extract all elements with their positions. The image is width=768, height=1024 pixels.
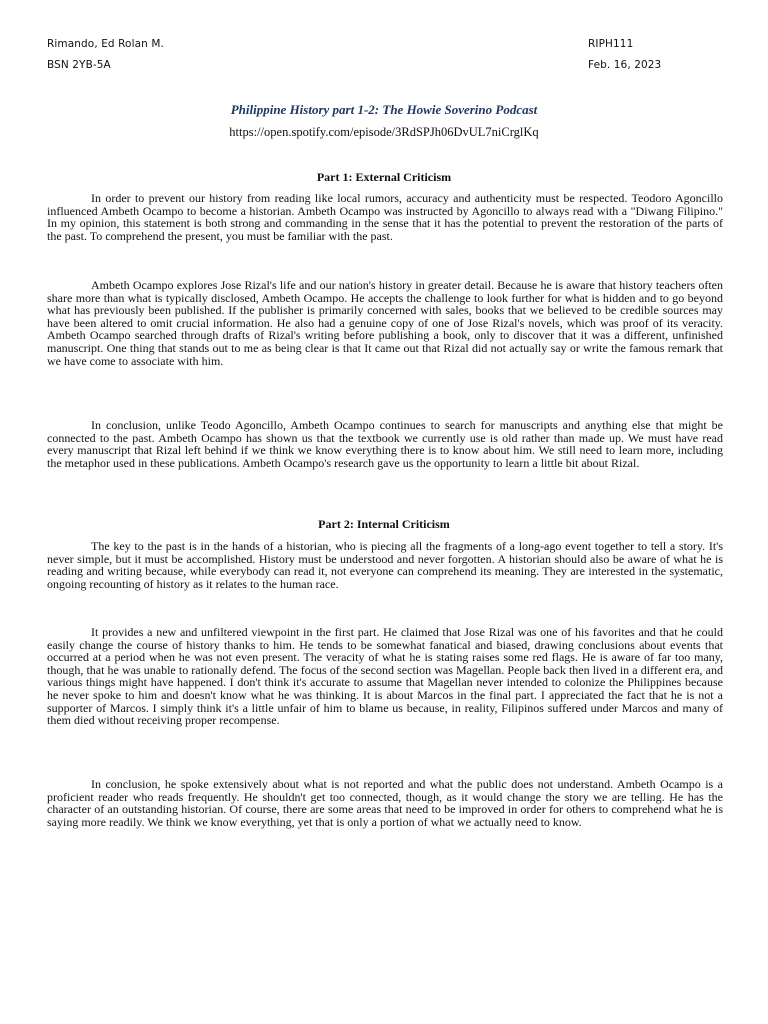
source-url: https://open.spotify.com/episode/3RdSPJh06DvUL7niCrglKq <box>229 125 539 139</box>
document-title: Philippine History part 1-2: The Howie Soverino Podcast <box>230 102 538 117</box>
part2-paragraph-2: It provides a new and unfiltered viewpoint in the first part. He claimed that Jose Rizal was one of his favorites and that he could easily change the course of history thanks to him. He tends to be somewhat fanatical and biased, drawing conclusions about events that occurred at a period when he was not even present. The veracity of what he is stating raises some red flags. He is aware of far too many, though, that he was unable to rationally defend. The focus of the second section was Magellan. People back then lived in a different era, and various things might have happened. I don't think it's accurate to assume that Magellan never intended to colonize the Philippines because he never spoke to him and doesn't know what he was thinking. It is about Marcos in the final part. I appreciated the fact that he is not a supporter of Marcos. I simply think it's a little unfair of him to blame us because, in reality, Filipinos suffered under Marcos and many of them died without receiving proper recompense. <box>47 625 723 728</box>
part1-paragraph-3: In conclusion, unlike Teodo Agoncillo, Ambeth Ocampo continues to search for manuscripts and anything else that might be connected to the past. Ambeth Ocampo has shown us that the textbook we currently use is old rather than made up. We must have read every manuscript that Rizal left behind if we think we know everything there is to know about him. We still need to learn more, including the metaphor used in these publications. Ambeth Ocampo's research gave us the opportunity to learn a little bit about Rizal. <box>47 418 723 470</box>
part2-heading: Part 2: Internal Criticism <box>318 517 450 531</box>
author-name: Rimando, Ed Rolan M. <box>47 38 164 50</box>
part1-paragraph-2: Ambeth Ocampo explores Jose Rizal's life and our nation's history in greater detail. Because he is aware that history teachers often share more than what is typically disclosed, Ambeth Ocampo. He accepts the challenge to look further for what is hidden and to go beyond what has previously been published. If the publisher is primarily concerned with sales, books that we believed to be credible sources may have been altered to omit crucial information. He also had a genuine copy of one of Jose Rizal's novels, which was proof of its veracity. Ambeth Ocampo searched through drafts of Rizal's writing before publishing a book, only to discover that it was a different, unfinished manuscript. One thing that stands out to me as being clear is that It came out that Rizal did not actually say or write the famous remark that we have come to associate with him. <box>47 278 723 368</box>
part1-paragraph-1: In order to prevent our history from reading like local rumors, accuracy and authenticity must be respected. Teodoro Agoncillo influenced Ambeth Ocampo to become a historian. Ambeth Ocampo was instructed by Agoncillo to always read with a "Diwang Filipino." In my opinion, this statement is both strong and commanding in the sense that it has the potential to prevent the restoration of the parts of the past. To comprehend the present, you must be familiar with the past. <box>47 191 723 243</box>
class-section: BSN 2YB-5A <box>47 59 111 71</box>
part2-paragraph-1: The key to the past is in the hands of a historian, who is piecing all the fragments of a long-ago event together to tell a story. It's never simple, but it must be accomplished. History must be understood and never forgotten. A historian should also be aware of what he is reading and writing because, while everybody can read it, not everyone can comprehend its meaning. They are interested in the systematic, ongoing recounting of history as it relates to the human race. <box>47 539 723 591</box>
course-code: RIPH111 <box>588 38 634 50</box>
document-date: Feb. 16, 2023 <box>588 59 662 71</box>
part2-paragraph-3: In conclusion, he spoke extensively about what is not reported and what the public does not understand. Ambeth Ocampo is a proficient reader who reads frequently. He shouldn't get too connected, though, as it would change the story we are telling. He has the character of an outstanding historian. Of course, there are some areas that need to be improved in order for others to comprehend what he is saying more readily. We think we know everything, yet that is only a portion of what we actually need to know. <box>47 777 723 829</box>
part1-heading: Part 1: External Criticism <box>316 170 452 184</box>
